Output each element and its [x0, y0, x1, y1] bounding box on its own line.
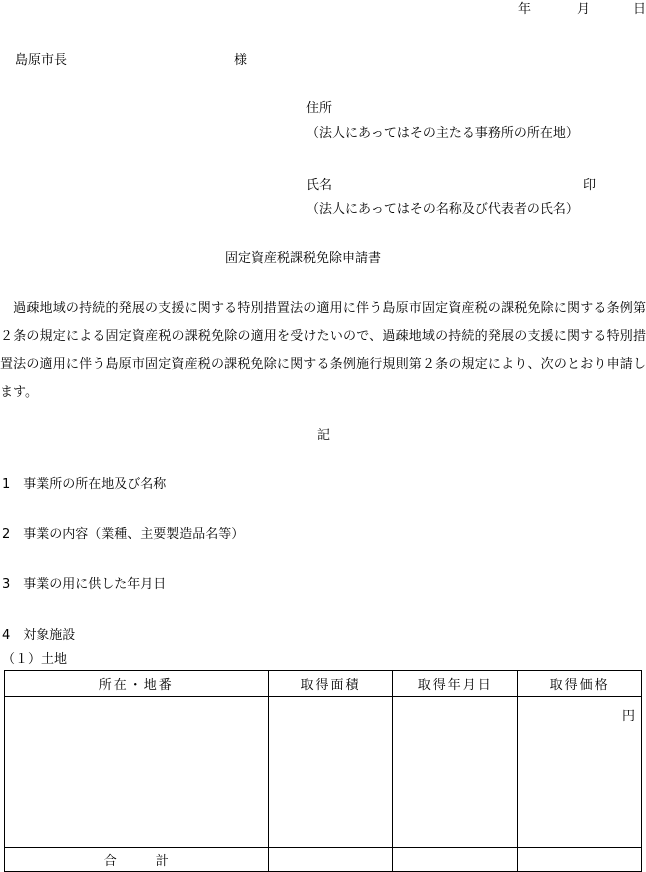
table-row: [5, 697, 642, 848]
header-date: 取得年月日: [393, 671, 518, 697]
total-price[interactable]: [518, 848, 642, 872]
table-header-row: [5, 671, 642, 697]
yen-unit: 円: [621, 709, 635, 724]
cell-date[interactable]: [393, 697, 518, 848]
land-table: [4, 670, 642, 872]
date-day-label: 日: [633, 2, 646, 17]
total-area[interactable]: [268, 848, 393, 872]
addressee-name: 島原市長: [15, 53, 68, 68]
header-area: 取得面積: [268, 671, 393, 697]
item-4: 4 対象施設: [2, 628, 76, 643]
cell-price[interactable]: [518, 697, 642, 848]
ki-heading: 記: [317, 428, 331, 443]
cell-area[interactable]: [268, 697, 393, 848]
date-year-label: 年: [518, 2, 532, 17]
total-label: 合 計: [5, 848, 269, 872]
header-price: 取得価格: [518, 671, 642, 697]
header-location: 所在・地番: [5, 671, 269, 697]
date-month-label: 月: [577, 2, 591, 17]
addressee-honorific: 様: [234, 53, 248, 68]
seal-mark: 印: [583, 178, 597, 193]
address-note: （法人にあってはその主たる事務所の所在地）: [306, 126, 579, 141]
total-date[interactable]: [393, 848, 518, 872]
item-1: 1 事業所の所在地及び名称: [2, 477, 167, 492]
name-label: 氏名: [306, 178, 333, 193]
address-label: 住所: [306, 101, 333, 116]
sub-item-land: （１）土地: [2, 652, 68, 667]
name-note: （法人にあってはその名称及び代表者の氏名）: [306, 202, 579, 217]
cell-location[interactable]: [5, 697, 269, 848]
item-2: 2 事業の内容（業種、主要製造品名等）: [2, 527, 245, 542]
document-title: 固定資産税課税免除申請書: [225, 251, 382, 266]
item-3: 3 事業の用に供した年月日: [2, 577, 167, 592]
table-total-row: [5, 848, 642, 872]
body-paragraph: 過疎地域の持続的発展の支援に関する特別措置法の適用に伴う島原市固定資産税の課税免除に関する条例第２条の規定による固定資産税の課税免除の適用を受けたいので、過疎地域の持続的発展の支援に関する特別措置法の適用に伴う島原市固定資産税の課税免除に関する条例施行規則第２条の規定により、次のとおり申請します。: [0, 301, 646, 400]
